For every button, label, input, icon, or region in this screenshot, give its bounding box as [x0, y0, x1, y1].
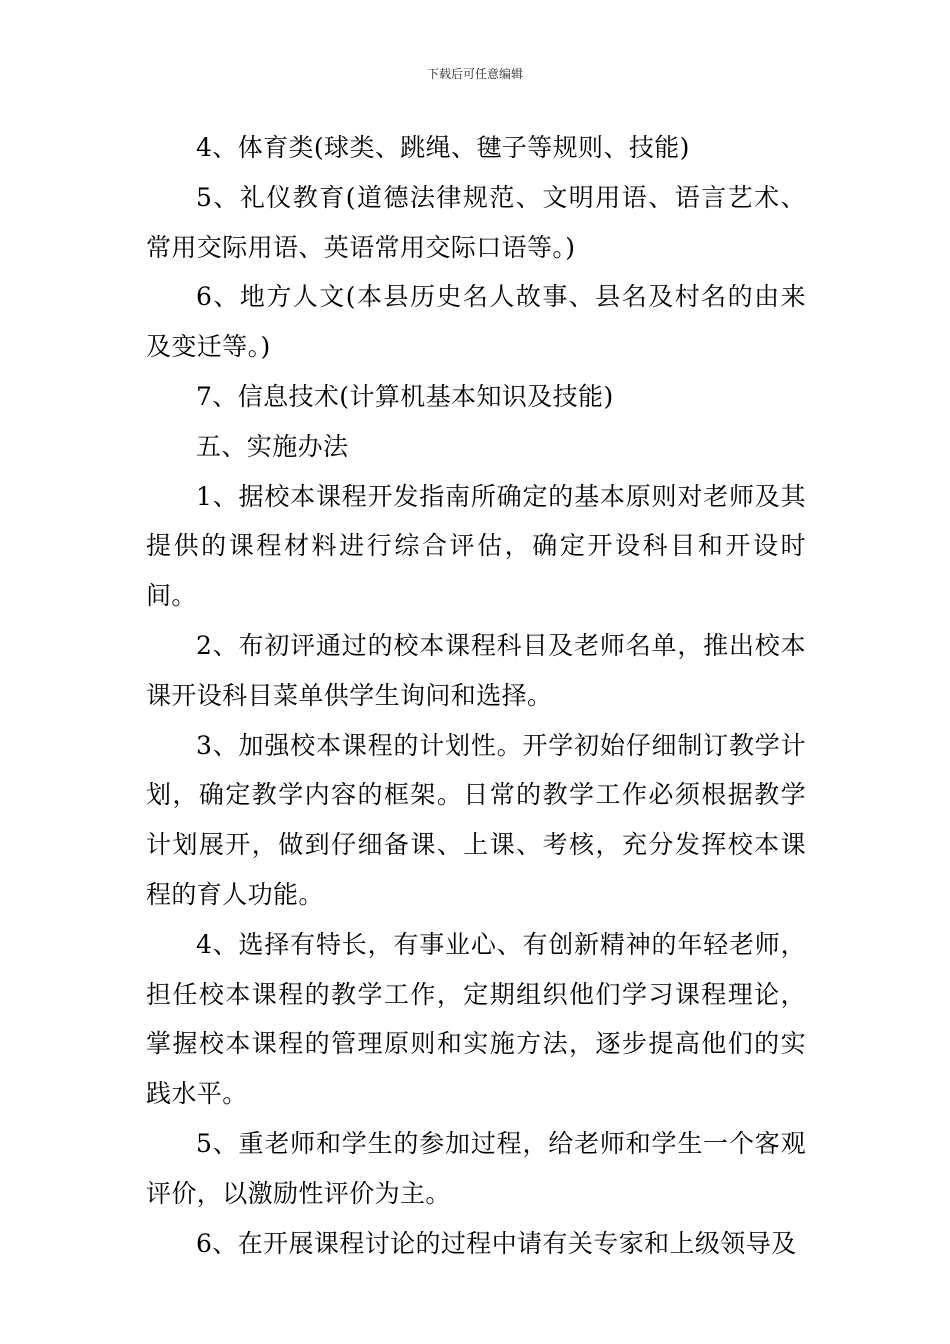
paragraph-step-2: 2、布初评通过的校本课程科目及老师名单，推出校本课开设科目菜单供学生询问和选择。	[146, 630, 806, 710]
paragraph-step-6: 6、在开展课程讨论的过程中请有关专家和上级领导及	[196, 1228, 797, 1258]
paragraph-step-1: 1、据校本课程开发指南所确定的基本原则对老师及其提供的课程材料进行综合评估，确定开设科目和开设时间。	[146, 481, 806, 611]
paragraph-item-4-sports: 4、体育类(球类、跳绳、毽子等规则、技能)	[196, 133, 690, 162]
paragraph-item-5-etiquette: 5、礼仪教育(道德法律规范、文明用语、语言艺术、常用交际用语、英语常用交际口语等。)	[146, 182, 806, 262]
paragraph-step-5: 5、重老师和学生的参加过程，给老师和学生一个客观评价，以激励性评价为主。	[146, 1128, 806, 1208]
paragraph-item-7-it: 7、信息技术(计算机基本知识及技能)	[196, 381, 614, 411]
paragraph-step-4: 4、选择有特长，有事业心、有创新精神的年轻老师，担任校本课程的教学工作，定期组织他们学习课程理论，掌握校本课程的管理原则和实施方法，逐步提高他们的实践水平。	[146, 929, 806, 1109]
section-heading-implementation: 五、实施办法	[196, 431, 349, 461]
document-body	[146, 123, 806, 1268]
page-header: 下载后可任意编辑	[426, 67, 523, 81]
paragraph-item-6-local-culture: 6、地方人文(本县历史名人故事、县名及村名的由来及变迁等。)	[146, 282, 806, 362]
paragraph-step-3: 3、加强校本课程的计划性。开学初始仔细制订教学计划，确定教学内容的框架。日常的教学工作必须根据教学计划展开，做到仔细备课、上课、考核，充分发挥校本课程的育人功能。	[146, 730, 806, 909]
